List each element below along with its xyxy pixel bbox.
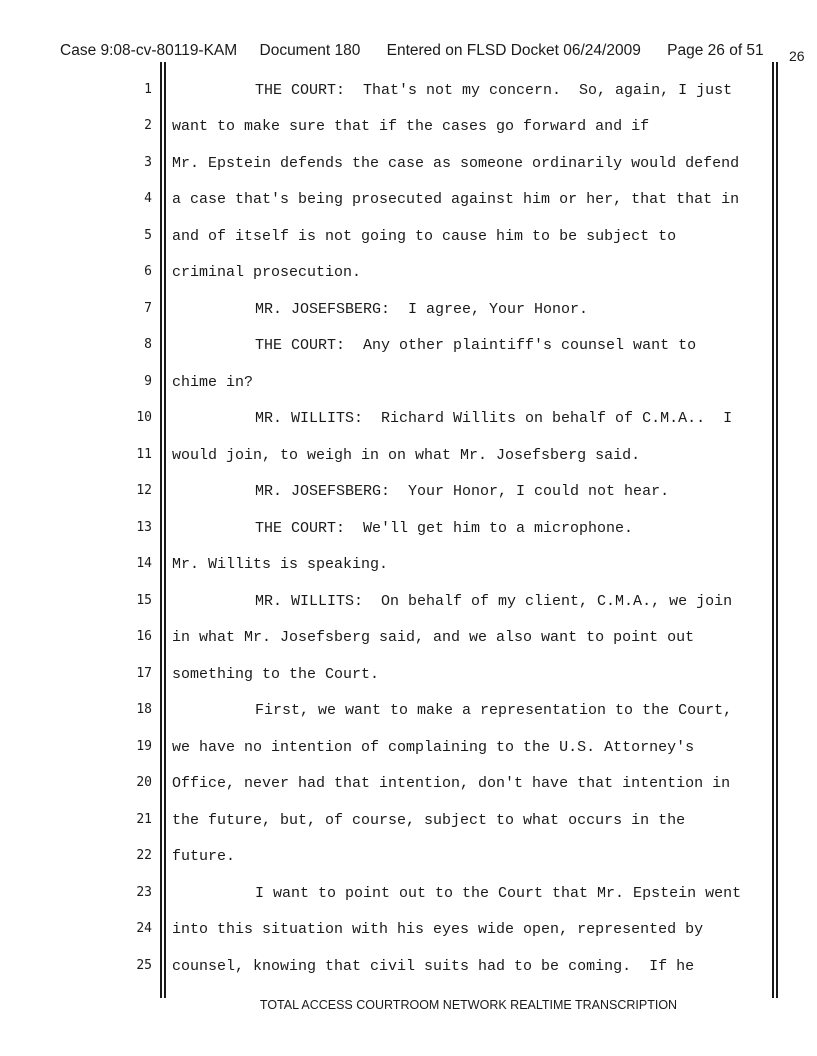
line-number: 24 xyxy=(136,921,152,936)
page-of-total: Page 26 of 51 xyxy=(667,42,764,59)
transcript-line: MR. JOSEFSBERG: I agree, Your Honor. xyxy=(255,301,589,318)
transcript-line: THE COURT: That's not my concern. So, again, I just xyxy=(255,82,733,99)
line-number: 4 xyxy=(144,191,152,206)
line-number: 23 xyxy=(136,885,152,900)
transcript-page-number: 26 xyxy=(789,48,805,64)
transcript-line: chime in? xyxy=(172,374,254,391)
entered-date: Entered on FLSD Docket 06/24/2009 xyxy=(386,42,641,59)
transcript-line: criminal prosecution. xyxy=(172,264,362,281)
transcript-line: THE COURT: We'll get him to a microphone. xyxy=(255,520,634,537)
line-number: 16 xyxy=(136,629,152,644)
line-number: 25 xyxy=(136,958,152,973)
transcript-line: First, we want to make a representation to the Court, xyxy=(255,702,733,719)
line-number: 8 xyxy=(144,337,152,352)
line-number: 11 xyxy=(136,447,152,462)
transcript-line: a case that's being prosecuted against him or her, that that in xyxy=(172,191,740,208)
transcript-line: something to the Court. xyxy=(172,666,380,683)
transcript-line: want to make sure that if the cases go forward and if xyxy=(172,118,650,135)
right-margin-rule xyxy=(772,62,774,998)
transcript-line: Office, never had that intention, don't have that intention in xyxy=(172,775,731,792)
line-number: 18 xyxy=(136,702,152,717)
line-number: 14 xyxy=(136,556,152,571)
line-number: 2 xyxy=(144,118,152,133)
line-number: 20 xyxy=(136,775,152,790)
left-margin-rule-inner xyxy=(164,62,166,998)
line-number: 21 xyxy=(136,812,152,827)
line-number: 19 xyxy=(136,739,152,754)
line-number: 15 xyxy=(136,593,152,608)
line-number: 6 xyxy=(144,264,152,279)
line-number: 22 xyxy=(136,848,152,863)
transcript-line: the future, but, of course, subject to what occurs in the xyxy=(172,812,686,829)
line-number: 17 xyxy=(136,666,152,681)
transcript-line: counsel, knowing that civil suits had to be coming. If he xyxy=(172,958,695,975)
transcript-line: MR. WILLITS: Richard Willits on behalf of C.M.A.. I xyxy=(255,410,733,427)
transcript-line: MR. WILLITS: On behalf of my client, C.M.A., we join xyxy=(255,593,733,610)
transcript-line: would join, to weigh in on what Mr. Josefsberg said. xyxy=(172,447,641,464)
transcript-line: in what Mr. Josefsberg said, and we also want to point out xyxy=(172,629,695,646)
line-number: 7 xyxy=(144,301,152,316)
case-number: Case 9:08-cv-80119-KAM xyxy=(60,42,238,59)
transcript-line: MR. JOSEFSBERG: Your Honor, I could not hear. xyxy=(255,483,670,500)
right-margin-rule-outer xyxy=(776,62,778,998)
line-number: 1 xyxy=(144,82,152,97)
line-number: 9 xyxy=(144,374,152,389)
transcript-line: Mr. Epstein defends the case as someone ordinarily would defend xyxy=(172,155,740,172)
line-number: 3 xyxy=(144,155,152,170)
line-number: 13 xyxy=(136,520,152,535)
line-number: 12 xyxy=(136,483,152,498)
line-number: 5 xyxy=(144,228,152,243)
transcript-footer: TOTAL ACCESS COURTROOM NETWORK REALTIME TRANSCRIPTION xyxy=(259,998,678,1012)
transcript-line: we have no intention of complaining to the U.S. Attorney's xyxy=(172,739,695,756)
transcript-line: future. xyxy=(172,848,236,865)
transcript-line: Mr. Willits is speaking. xyxy=(172,556,389,573)
transcript-line: THE COURT: Any other plaintiff's counsel want to xyxy=(255,337,697,354)
transcript-line: and of itself is not going to cause him to be subject to xyxy=(172,228,677,245)
docket-header xyxy=(60,42,764,60)
transcript-line: into this situation with his eyes wide open, represented by xyxy=(172,921,704,938)
document-number: Document 180 xyxy=(259,42,361,59)
transcript-line: I want to point out to the Court that Mr. Epstein went xyxy=(255,885,742,902)
left-margin-rule xyxy=(160,62,162,998)
line-number: 10 xyxy=(136,410,152,425)
